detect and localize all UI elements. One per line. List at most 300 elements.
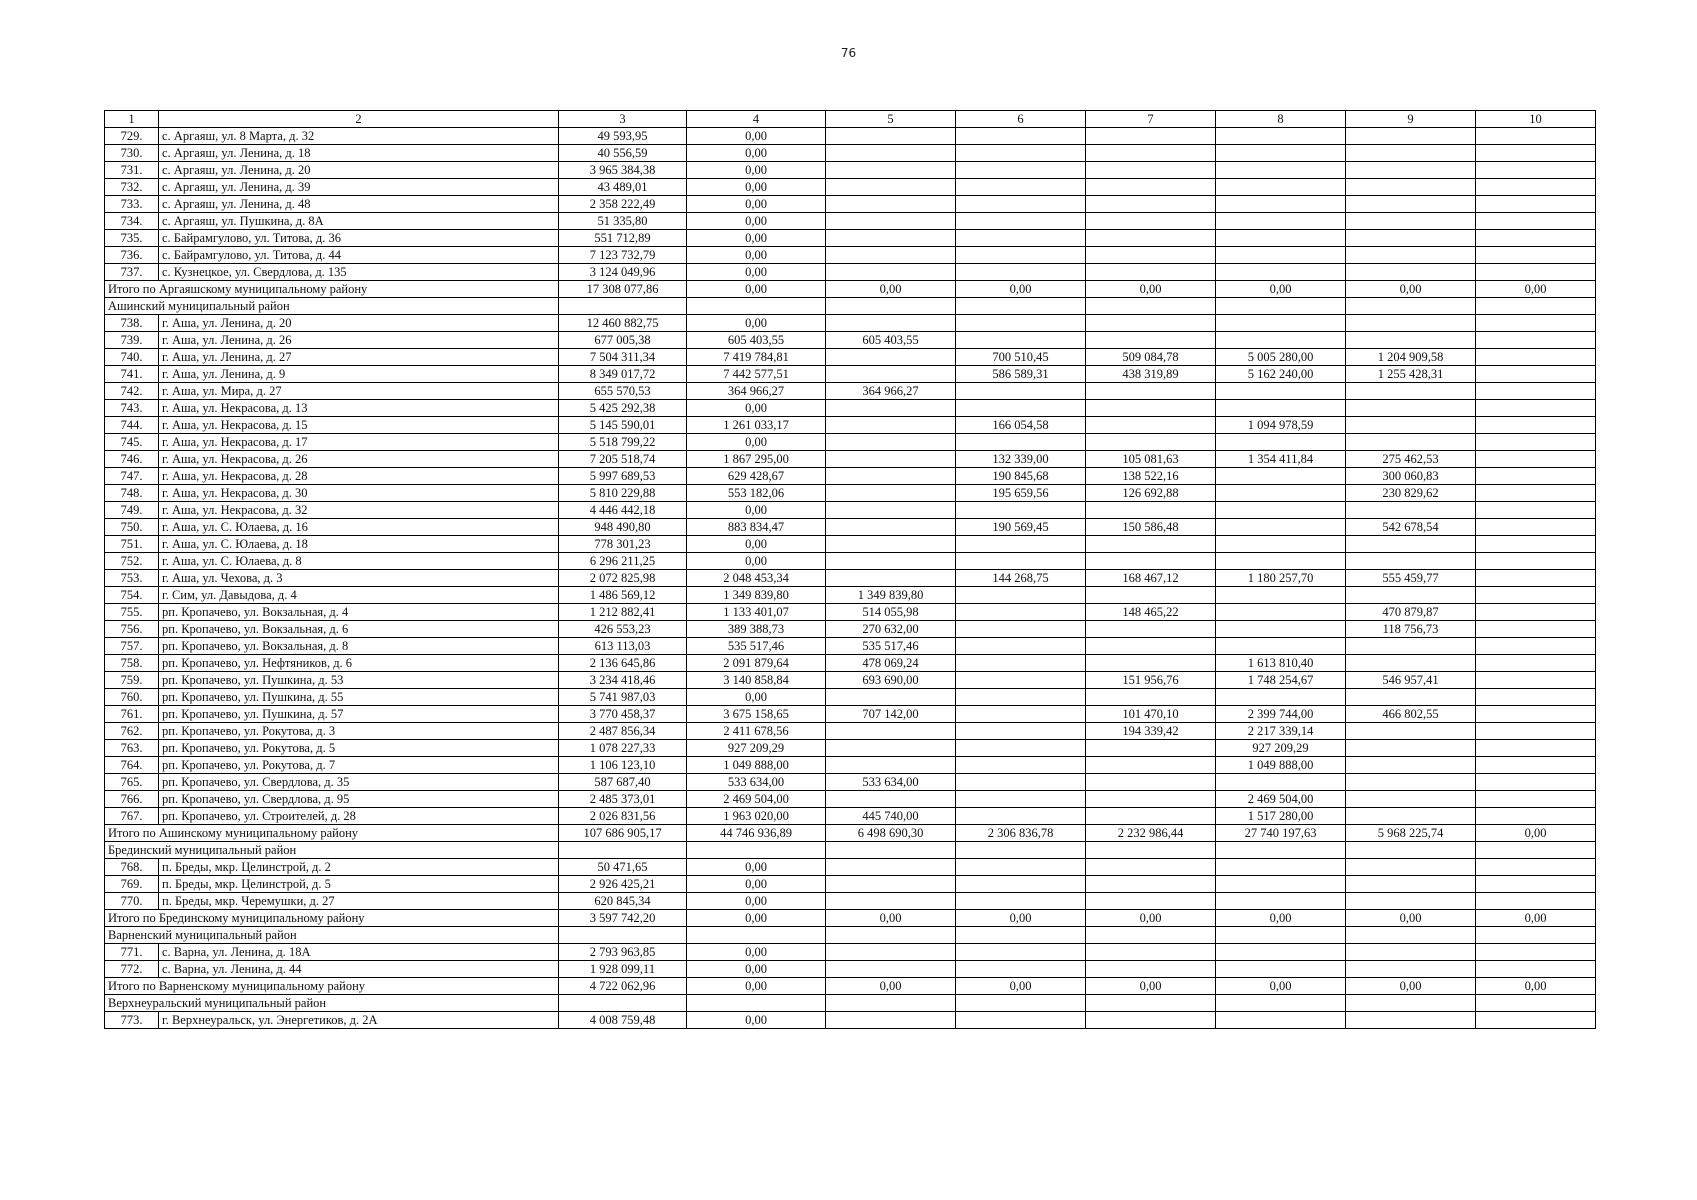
row-number-cell: 750. [105, 519, 159, 536]
address-cell: рп. Кропачево, ул. Рокутова, д. 5 [159, 740, 559, 757]
amount-cell [826, 366, 956, 383]
row-number-cell: 745. [105, 434, 159, 451]
total-amount-cell: 17 308 077,86 [559, 281, 687, 298]
row-number-cell: 746. [105, 451, 159, 468]
column-number-header: 10 [1476, 111, 1596, 128]
empty-cell [687, 927, 826, 944]
amount-cell [956, 604, 1086, 621]
amount-cell [826, 757, 956, 774]
amount-cell [1476, 655, 1596, 672]
amount-cell: 1 349 839,80 [826, 587, 956, 604]
amount-cell [1086, 162, 1216, 179]
table-row [105, 740, 1596, 757]
amount-cell [956, 162, 1086, 179]
amount-cell: 0,00 [687, 230, 826, 247]
amount-cell [1216, 774, 1346, 791]
total-amount-cell: 2 232 986,44 [1086, 825, 1216, 842]
table-row [105, 893, 1596, 910]
amount-cell: 1 049 888,00 [1216, 757, 1346, 774]
empty-cell [956, 995, 1086, 1012]
address-cell: рп. Кропачево, ул. Пушкина, д. 57 [159, 706, 559, 723]
amount-cell [1086, 332, 1216, 349]
amount-cell [1086, 434, 1216, 451]
amount-cell [1476, 383, 1596, 400]
address-cell: с. Аргаяш, ул. Ленина, д. 48 [159, 196, 559, 213]
amount-cell [1086, 587, 1216, 604]
amount-cell: 5 162 240,00 [1216, 366, 1346, 383]
address-cell: г. Аша, ул. Некрасова, д. 32 [159, 502, 559, 519]
row-number-cell: 751. [105, 536, 159, 553]
amount-cell [956, 689, 1086, 706]
amount-cell: 118 756,73 [1346, 621, 1476, 638]
total-label-cell: Итого по Аргаяшскому муниципальному району [105, 281, 559, 298]
row-number-cell: 754. [105, 587, 159, 604]
total-amount-cell: 0,00 [826, 281, 956, 298]
amount-cell [1476, 893, 1596, 910]
amount-cell [826, 519, 956, 536]
empty-cell [1086, 995, 1216, 1012]
table-row [105, 400, 1596, 417]
amount-cell: 535 517,46 [826, 638, 956, 655]
address-cell: г. Аша, ул. Некрасова, д. 30 [159, 485, 559, 502]
table-row [105, 791, 1596, 808]
amount-cell: 2 487 856,34 [559, 723, 687, 740]
total-amount-cell: 0,00 [687, 978, 826, 995]
amount-cell [1216, 944, 1346, 961]
amount-cell [956, 502, 1086, 519]
row-number-cell: 738. [105, 315, 159, 332]
amount-cell: 5 997 689,53 [559, 468, 687, 485]
row-number-cell: 740. [105, 349, 159, 366]
row-number-cell: 757. [105, 638, 159, 655]
table-row [105, 570, 1596, 587]
amount-cell [1346, 587, 1476, 604]
amount-cell [1476, 774, 1596, 791]
address-cell: г. Аша, ул. Некрасова, д. 17 [159, 434, 559, 451]
column-number-header: 5 [826, 111, 956, 128]
total-amount-cell: 0,00 [1476, 825, 1596, 842]
amount-cell: 4 008 759,48 [559, 1012, 687, 1029]
amount-cell: 445 740,00 [826, 808, 956, 825]
amount-cell: 533 634,00 [826, 774, 956, 791]
address-cell: г. Аша, ул. Некрасова, д. 13 [159, 400, 559, 417]
row-number-cell: 758. [105, 655, 159, 672]
amount-cell [1086, 808, 1216, 825]
amount-cell: 3 770 458,37 [559, 706, 687, 723]
row-number-cell: 753. [105, 570, 159, 587]
amount-cell: 364 966,27 [826, 383, 956, 400]
amount-cell [1086, 740, 1216, 757]
amount-cell: 1 354 411,84 [1216, 451, 1346, 468]
row-number-cell: 737. [105, 264, 159, 281]
amount-cell [1086, 876, 1216, 893]
amount-cell: 1 204 909,58 [1346, 349, 1476, 366]
empty-cell [1086, 298, 1216, 315]
amount-cell [1346, 179, 1476, 196]
amount-cell [1476, 162, 1596, 179]
amount-cell [956, 587, 1086, 604]
table-row [105, 196, 1596, 213]
amount-cell: 1 106 123,10 [559, 757, 687, 774]
total-amount-cell: 0,00 [1476, 910, 1596, 927]
amount-cell: 195 659,56 [956, 485, 1086, 502]
total-amount-cell: 0,00 [687, 910, 826, 927]
total-amount-cell: 0,00 [1086, 978, 1216, 995]
amount-cell [956, 179, 1086, 196]
amount-cell: 8 349 017,72 [559, 366, 687, 383]
amount-cell [1086, 791, 1216, 808]
amount-cell [956, 740, 1086, 757]
amount-cell: 1 867 295,00 [687, 451, 826, 468]
table-row [105, 859, 1596, 876]
row-number-cell: 768. [105, 859, 159, 876]
amount-cell [826, 468, 956, 485]
total-amount-cell: 2 306 836,78 [956, 825, 1086, 842]
row-number-cell: 729. [105, 128, 159, 145]
amount-cell [1476, 672, 1596, 689]
amount-cell [1476, 213, 1596, 230]
amount-cell [826, 859, 956, 876]
empty-cell [687, 842, 826, 859]
amount-cell [1476, 451, 1596, 468]
address-cell: с. Байрамгулово, ул. Титова, д. 44 [159, 247, 559, 264]
amount-cell: 1 133 401,07 [687, 604, 826, 621]
empty-cell [1476, 842, 1596, 859]
amount-cell: 0,00 [687, 944, 826, 961]
amount-cell [1086, 247, 1216, 264]
amount-cell [826, 434, 956, 451]
table-row [105, 774, 1596, 791]
amount-cell [1476, 961, 1596, 978]
row-number-cell: 765. [105, 774, 159, 791]
table-row [105, 349, 1596, 366]
amount-cell [826, 791, 956, 808]
column-number-header: 9 [1346, 111, 1476, 128]
amount-cell [1346, 434, 1476, 451]
address-cell: г. Верхнеуральск, ул. Энергетиков, д. 2А [159, 1012, 559, 1029]
amount-cell: 389 388,73 [687, 621, 826, 638]
amount-cell [1216, 893, 1346, 910]
amount-cell [1086, 553, 1216, 570]
amount-cell [1216, 1012, 1346, 1029]
amount-cell [1346, 400, 1476, 417]
total-amount-cell: 4 722 062,96 [559, 978, 687, 995]
row-number-cell: 730. [105, 145, 159, 162]
amount-cell [826, 570, 956, 587]
amount-cell: 1 049 888,00 [687, 757, 826, 774]
amount-cell [1086, 859, 1216, 876]
amount-cell: 40 556,59 [559, 145, 687, 162]
amount-cell: 927 209,29 [1216, 740, 1346, 757]
amount-cell [1346, 230, 1476, 247]
amount-cell: 0,00 [687, 502, 826, 519]
row-number-cell: 755. [105, 604, 159, 621]
amount-cell [1086, 315, 1216, 332]
amount-cell: 677 005,38 [559, 332, 687, 349]
address-cell: г. Аша, ул. Ленина, д. 27 [159, 349, 559, 366]
amount-cell: 132 339,00 [956, 451, 1086, 468]
amount-cell [1476, 553, 1596, 570]
amount-cell: 1 261 033,17 [687, 417, 826, 434]
total-amount-cell: 5 968 225,74 [1346, 825, 1476, 842]
amount-cell [1346, 383, 1476, 400]
total-amount-cell: 0,00 [1216, 978, 1346, 995]
row-number-cell: 743. [105, 400, 159, 417]
amount-cell [1086, 213, 1216, 230]
amount-cell [1476, 179, 1596, 196]
empty-cell [687, 298, 826, 315]
total-row [105, 910, 1596, 927]
amount-cell: 2 399 744,00 [1216, 706, 1346, 723]
amount-cell [1346, 740, 1476, 757]
amount-cell [1086, 383, 1216, 400]
amount-cell [1476, 1012, 1596, 1029]
amount-cell: 0,00 [687, 893, 826, 910]
address-cell: г. Аша, ул. Мира, д. 27 [159, 383, 559, 400]
amount-cell: 190 845,68 [956, 468, 1086, 485]
amount-cell [956, 706, 1086, 723]
amount-cell [956, 213, 1086, 230]
total-amount-cell: 3 597 742,20 [559, 910, 687, 927]
amount-cell [956, 723, 1086, 740]
address-cell: г. Аша, ул. Ленина, д. 20 [159, 315, 559, 332]
table-row [105, 536, 1596, 553]
amount-cell [956, 672, 1086, 689]
row-number-cell: 748. [105, 485, 159, 502]
section-row [105, 995, 1596, 1012]
amount-cell [1086, 417, 1216, 434]
amount-cell [1086, 145, 1216, 162]
amount-cell [1216, 587, 1346, 604]
amount-cell [1346, 689, 1476, 706]
total-amount-cell: 0,00 [826, 978, 956, 995]
amount-cell [1216, 876, 1346, 893]
row-number-cell: 736. [105, 247, 159, 264]
amount-cell: 0,00 [687, 434, 826, 451]
amount-cell [956, 859, 1086, 876]
table-row [105, 145, 1596, 162]
amount-cell [1086, 1012, 1216, 1029]
table-row [105, 366, 1596, 383]
amount-cell: 0,00 [687, 1012, 826, 1029]
amount-cell [1476, 468, 1596, 485]
amount-cell: 230 829,62 [1346, 485, 1476, 502]
amount-cell [956, 315, 1086, 332]
amount-cell: 7 442 577,51 [687, 366, 826, 383]
amount-cell: 5 425 292,38 [559, 400, 687, 417]
row-number-cell: 741. [105, 366, 159, 383]
table-row [105, 655, 1596, 672]
row-number-cell: 767. [105, 808, 159, 825]
empty-cell [1346, 927, 1476, 944]
amount-cell [1346, 723, 1476, 740]
amount-cell: 546 957,41 [1346, 672, 1476, 689]
total-amount-cell: 0,00 [687, 281, 826, 298]
table-row [105, 485, 1596, 502]
amount-cell: 151 956,76 [1086, 672, 1216, 689]
amount-cell: 0,00 [687, 689, 826, 706]
amount-cell: 629 428,67 [687, 468, 826, 485]
address-cell: рп. Кропачево, ул. Нефтяников, д. 6 [159, 655, 559, 672]
amount-cell [1216, 553, 1346, 570]
address-cell: с. Кузнецкое, ул. Свердлова, д. 135 [159, 264, 559, 281]
amount-cell [1346, 808, 1476, 825]
amount-cell [1346, 944, 1476, 961]
total-amount-cell: 0,00 [956, 281, 1086, 298]
amount-cell [1476, 587, 1596, 604]
amount-cell: 535 517,46 [687, 638, 826, 655]
amount-cell [1216, 604, 1346, 621]
amount-cell [1346, 655, 1476, 672]
amount-cell: 0,00 [687, 264, 826, 281]
amount-cell: 0,00 [687, 196, 826, 213]
amount-cell [826, 451, 956, 468]
table-row [105, 553, 1596, 570]
amount-cell [1476, 706, 1596, 723]
amount-cell: 5 810 229,88 [559, 485, 687, 502]
amount-cell [826, 179, 956, 196]
amount-cell [1346, 502, 1476, 519]
amount-cell [1216, 468, 1346, 485]
row-number-cell: 752. [105, 553, 159, 570]
amount-cell [1346, 145, 1476, 162]
row-number-cell: 773. [105, 1012, 159, 1029]
column-number-header: 6 [956, 111, 1086, 128]
amount-cell [1216, 519, 1346, 536]
amount-cell [1346, 196, 1476, 213]
address-cell: с. Аргаяш, ул. Ленина, д. 39 [159, 179, 559, 196]
total-amount-cell: 107 686 905,17 [559, 825, 687, 842]
amount-cell [1216, 145, 1346, 162]
amount-cell: 948 490,80 [559, 519, 687, 536]
amount-cell [1476, 145, 1596, 162]
amount-cell [956, 893, 1086, 910]
amount-cell [1476, 638, 1596, 655]
total-amount-cell: 0,00 [826, 910, 956, 927]
table-row [105, 604, 1596, 621]
amount-cell: 101 470,10 [1086, 706, 1216, 723]
total-row [105, 825, 1596, 842]
row-number-cell: 771. [105, 944, 159, 961]
amount-cell: 270 632,00 [826, 621, 956, 638]
amount-cell [1476, 400, 1596, 417]
table-row [105, 417, 1596, 434]
amount-cell [826, 400, 956, 417]
address-cell: рп. Кропачево, ул. Свердлова, д. 35 [159, 774, 559, 791]
address-cell: рп. Кропачево, ул. Рокутова, д. 7 [159, 757, 559, 774]
amount-cell: 1 255 428,31 [1346, 366, 1476, 383]
empty-cell [1216, 927, 1346, 944]
amount-cell [826, 213, 956, 230]
amount-cell [826, 162, 956, 179]
address-cell: с. Байрамгулово, ул. Титова, д. 36 [159, 230, 559, 247]
column-number-header: 2 [159, 111, 559, 128]
address-cell: рп. Кропачево, ул. Вокзальная, д. 4 [159, 604, 559, 621]
amount-cell [956, 145, 1086, 162]
amount-cell [1476, 434, 1596, 451]
amount-cell: 51 335,80 [559, 213, 687, 230]
amount-cell [1216, 485, 1346, 502]
amount-cell [826, 485, 956, 502]
amount-cell [826, 876, 956, 893]
amount-cell [1476, 808, 1596, 825]
amount-cell: 1 078 227,33 [559, 740, 687, 757]
amount-cell: 438 319,89 [1086, 366, 1216, 383]
total-amount-cell: 0,00 [956, 978, 1086, 995]
row-number-cell: 747. [105, 468, 159, 485]
amount-cell: 0,00 [687, 536, 826, 553]
empty-cell [956, 298, 1086, 315]
table-row [105, 451, 1596, 468]
empty-cell [559, 995, 687, 1012]
amount-cell [1086, 264, 1216, 281]
table-row [105, 621, 1596, 638]
amount-cell: 555 459,77 [1346, 570, 1476, 587]
amount-cell [1216, 332, 1346, 349]
amount-cell: 1 212 882,41 [559, 604, 687, 621]
amount-cell: 620 845,34 [559, 893, 687, 910]
amount-cell [1086, 944, 1216, 961]
total-row [105, 281, 1596, 298]
amount-cell [1346, 417, 1476, 434]
amount-cell [1476, 536, 1596, 553]
address-cell: с. Аргаяш, ул. Пушкина, д. 8А [159, 213, 559, 230]
amount-cell [1216, 859, 1346, 876]
amount-cell [1216, 230, 1346, 247]
amount-cell: 551 712,89 [559, 230, 687, 247]
address-cell: г. Сим, ул. Давыдова, д. 4 [159, 587, 559, 604]
amount-cell [1216, 400, 1346, 417]
amount-cell [1476, 332, 1596, 349]
amount-cell: 7 205 518,74 [559, 451, 687, 468]
amount-cell [1476, 366, 1596, 383]
amount-cell: 1 748 254,67 [1216, 672, 1346, 689]
total-label-cell: Итого по Ашинскому муниципальному району [105, 825, 559, 842]
amount-cell: 6 296 211,25 [559, 553, 687, 570]
header-row [105, 111, 1596, 128]
amount-cell [956, 944, 1086, 961]
amount-cell: 194 339,42 [1086, 723, 1216, 740]
amount-cell [956, 638, 1086, 655]
amount-cell: 50 471,65 [559, 859, 687, 876]
address-cell: рп. Кропачево, ул. Вокзальная, д. 8 [159, 638, 559, 655]
amount-cell: 2 048 453,34 [687, 570, 826, 587]
amount-cell [1086, 536, 1216, 553]
amount-cell [826, 553, 956, 570]
amount-cell [826, 689, 956, 706]
amount-cell: 3 965 384,38 [559, 162, 687, 179]
amount-cell: 7 504 311,34 [559, 349, 687, 366]
amount-cell [826, 230, 956, 247]
amount-cell: 4 446 442,18 [559, 502, 687, 519]
amount-cell [1216, 502, 1346, 519]
table-row [105, 876, 1596, 893]
row-number-cell: 763. [105, 740, 159, 757]
total-label-cell: Итого по Брединскому муниципальному району [105, 910, 559, 927]
amount-cell: 533 634,00 [687, 774, 826, 791]
amount-cell [1476, 349, 1596, 366]
address-cell: г. Аша, ул. Некрасова, д. 26 [159, 451, 559, 468]
total-amount-cell: 6 498 690,30 [826, 825, 956, 842]
amount-cell [1346, 961, 1476, 978]
total-amount-cell: 0,00 [1086, 910, 1216, 927]
table-row [105, 723, 1596, 740]
empty-cell [1346, 298, 1476, 315]
amount-cell [1346, 162, 1476, 179]
address-cell: п. Бреды, мкр. Целинстрой, д. 2 [159, 859, 559, 876]
amount-cell: 586 589,31 [956, 366, 1086, 383]
amount-cell [956, 264, 1086, 281]
